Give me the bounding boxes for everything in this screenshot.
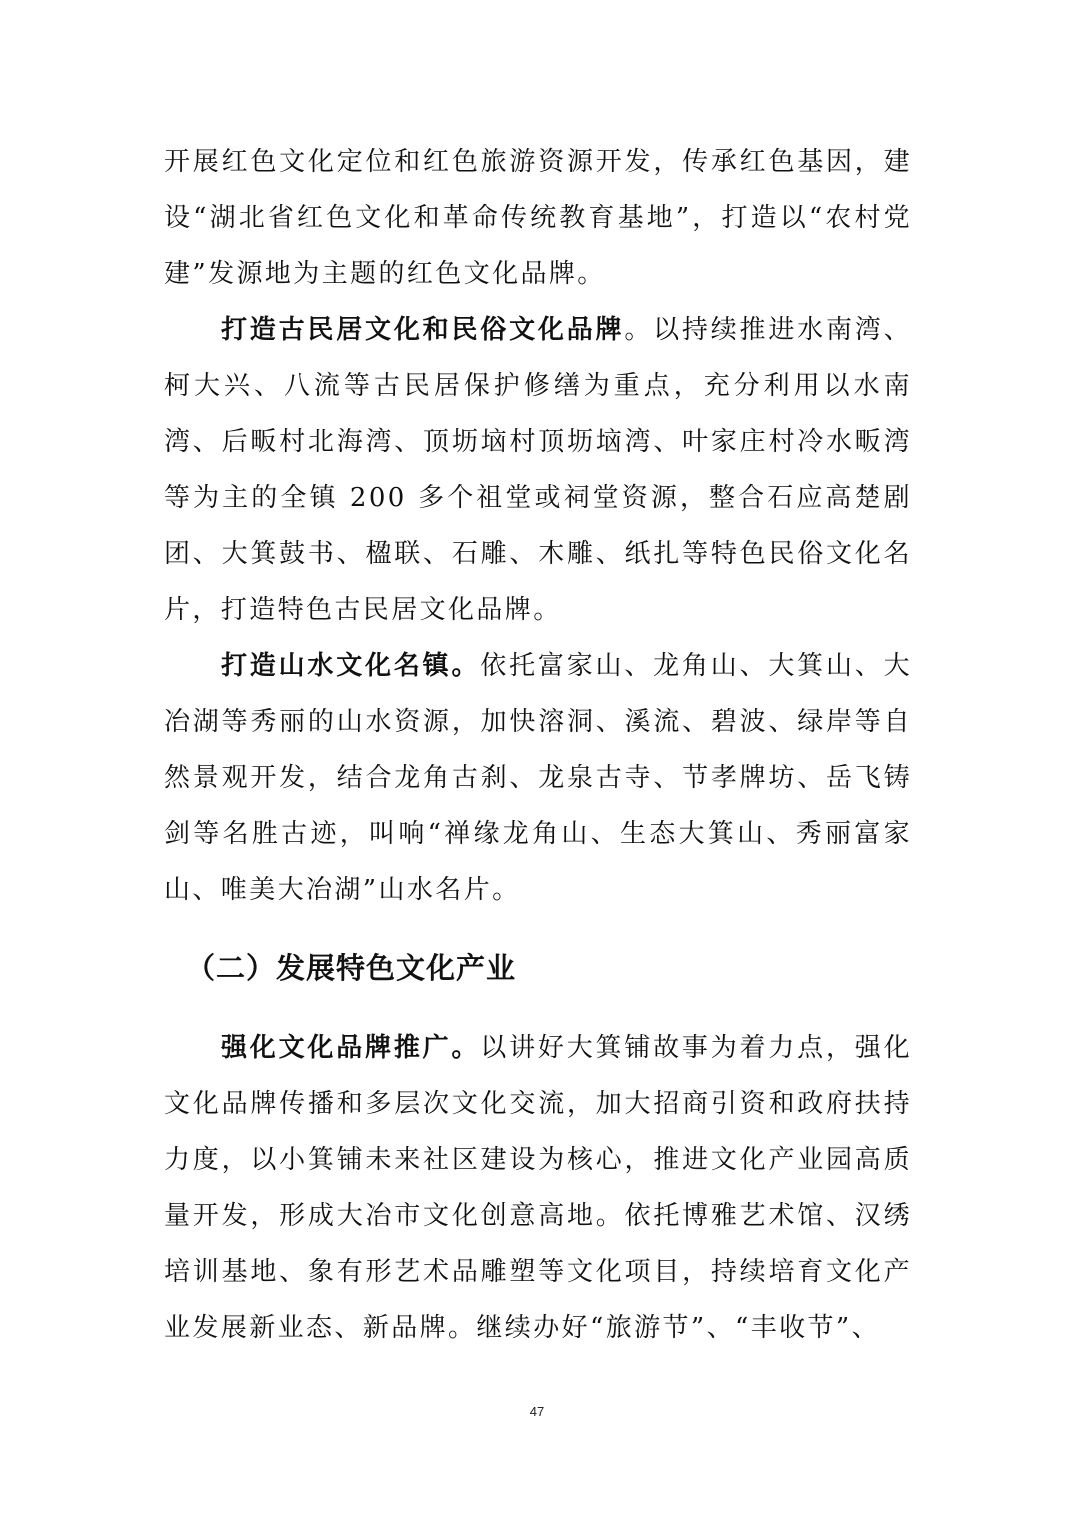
paragraph-text: 依托富家山、龙角山、大箕山、大冶湖等秀丽的山水资源，加快溶洞、溪流、碧波、绿岸等自然景观开发，结合龙角古刹、龙泉古寺、节孝牌坊、岳飞铸剑等名胜古迹，叫响“禅缘龙角山、生态大箕山、秀丽富家山、唯美大冶湖”山水名片。: [164, 651, 912, 905]
page-number: 47: [529, 1404, 545, 1419]
paragraph-landscape-town: [164, 638, 912, 918]
section-heading: （二）发展特色文化产业: [186, 951, 517, 985]
paragraph-lead: 打造古民居文化和民俗文化品牌: [221, 315, 625, 345]
document-body: [164, 134, 912, 1356]
paragraph-lead: 强化文化品牌推广。: [221, 1033, 481, 1063]
paragraph-brand-promotion: [164, 1020, 912, 1356]
paragraph-text: 。以持续推进水南湾、柯大兴、八流等古民居保护修缮为重点，充分利用以水南湾、后畈村北海湾、顶坜垴村顶坜垴湾、叶家庄村冷水畈湾等为主的全镇 200 多个祖堂或祠堂资源，整合石应高楚剧团、大箕鼓书、楹联、石雕、木雕、纸扎等特色民俗文化名片，打造特色古民居文化品牌。: [164, 315, 912, 625]
paragraph-text: 以讲好大箕铺故事为着力点，强化文化品牌传播和多层次文化交流，加大招商引资和政府扶持力度，以小箕铺未来社区建设为核心，推进文化产业园高质量开发，形成大冶市文化创意高地。依托博雅艺术馆、汉绣培训基地、象有形艺术品雕塑等文化项目，持续培育文化产业发展新业态、新品牌。继续办好“旅游节”、“丰收节”、: [164, 1033, 912, 1343]
paragraph-text: 开展红色文化定位和红色旅游资源开发，传承红色基因，建设“湖北省红色文化和革命传统教育基地”，打造以“农村党建”发源地为主题的红色文化品牌。: [164, 147, 912, 289]
paragraph-red-culture: [164, 134, 912, 302]
paragraph-lead: 打造山水文化名镇。: [221, 651, 481, 681]
paragraph-folk-culture: [164, 302, 912, 638]
